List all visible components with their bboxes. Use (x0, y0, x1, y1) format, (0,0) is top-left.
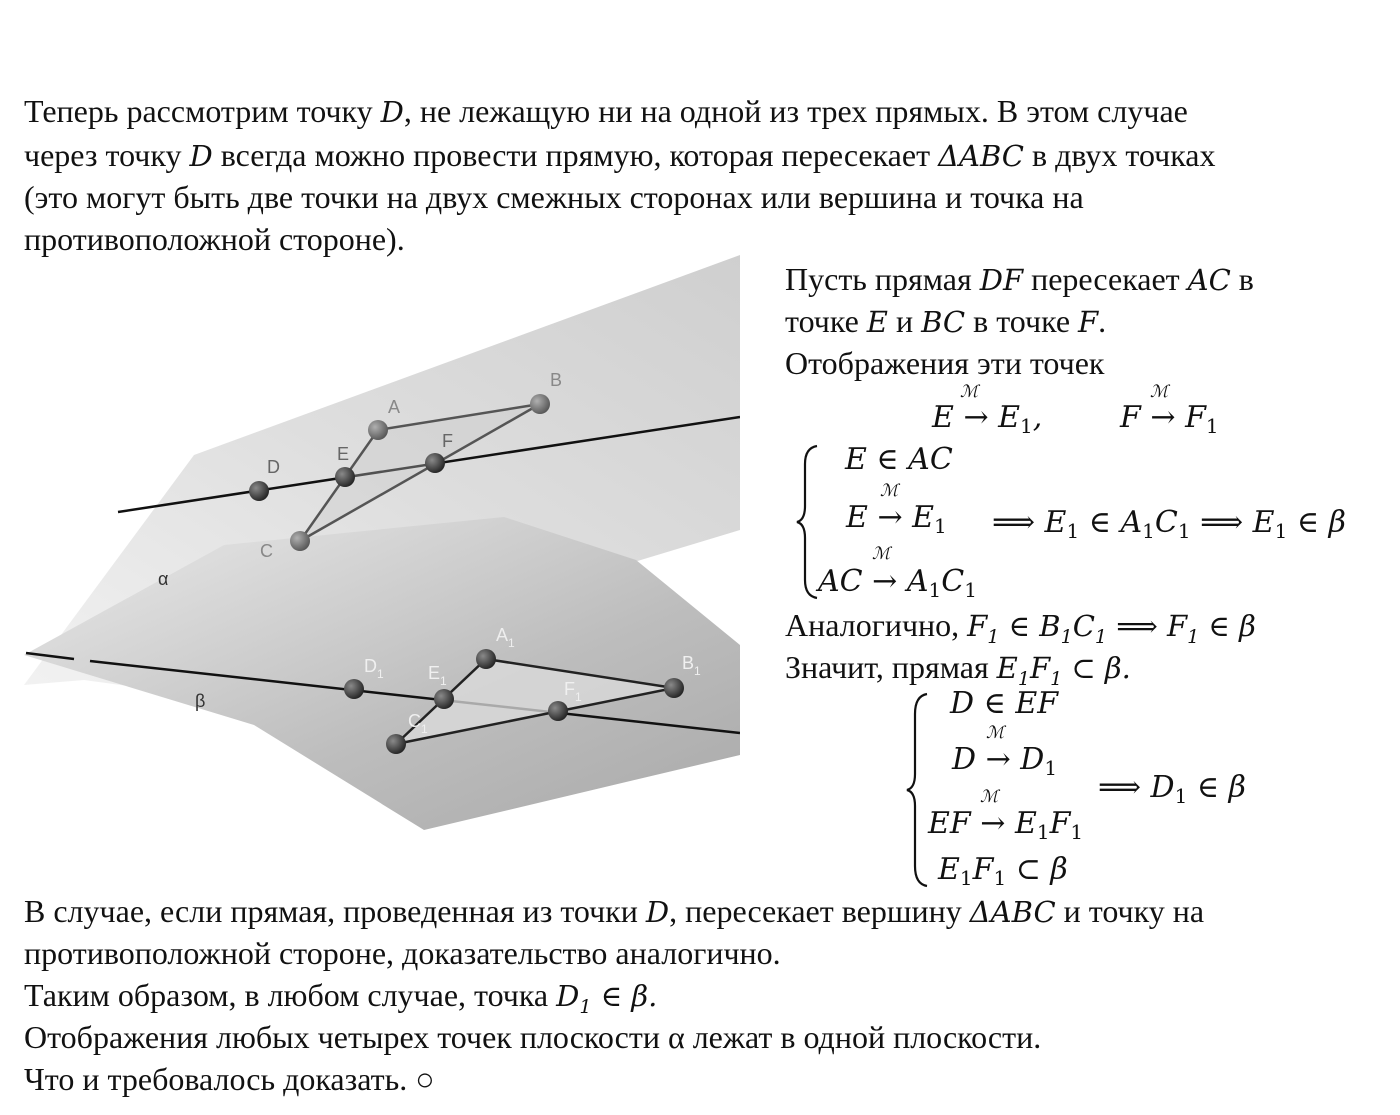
text: , не лежащую ни на одной из трех прямых. В этом случае (403, 93, 1188, 129)
label-beta: β (195, 691, 206, 711)
bottom-line-5: Что и требовалось доказать. ○ (24, 1061, 435, 1097)
text: противоположной стороне). (24, 221, 405, 257)
point-c1 (386, 734, 406, 754)
text: Отображения эти точек (785, 345, 1105, 381)
text: точке (785, 303, 867, 339)
sys2-row-2: $D \to D_1$ (952, 742, 1058, 780)
intro-line-2 (24, 136, 1216, 175)
math: DF (979, 263, 1024, 297)
point-e (335, 467, 355, 487)
point-f (425, 453, 445, 473)
script-m: ℳ (880, 481, 899, 501)
point-b1 (664, 678, 684, 698)
sys1-row-1: E ∈ AC (845, 442, 953, 477)
point-a1 (476, 649, 496, 669)
map-f: $F \to F_1$ (1120, 400, 1219, 438)
text: и (887, 303, 922, 339)
math-d: D (380, 95, 404, 129)
sys1-row-3: AC → $A_1C_1$ (818, 564, 977, 602)
label-a: A (388, 397, 401, 417)
math: AC (1187, 263, 1231, 297)
point-d (249, 481, 269, 501)
point-f1 (548, 701, 568, 721)
label-f1: $F_1$ (564, 679, 582, 704)
znachit-line: Значит, прямая $E_1F_1$ ⊂ β. (785, 649, 1131, 690)
bottom-line-3: Таким образом, в любом случае, точка $D_1$ ∈ β. (24, 977, 658, 1018)
text: Пусть прямая (785, 261, 980, 297)
point-a (368, 420, 388, 440)
label-f: F (442, 431, 453, 451)
math: BC (921, 305, 966, 339)
math: F (1078, 305, 1099, 339)
script-m: ℳ (986, 723, 1005, 743)
sys1-conclusion: ⟹ $E_1$ ∈ $A_1C_1$ ⟹ $E_1$ ∈ β (992, 505, 1346, 543)
label-alpha: α (158, 569, 169, 589)
right-line-2 (785, 302, 1106, 341)
label-a1: $A_1$ (496, 625, 515, 650)
brace-system-1 (795, 444, 819, 600)
script-m: ℳ (960, 382, 979, 402)
bottom-line-1: В случае, если прямая, проведенная из точки D, пересекает вершину ΔABC и точку на (24, 893, 1205, 929)
planes-figure (24, 255, 740, 835)
label-e1: $E_1$ (428, 663, 447, 688)
right-line-3 (785, 344, 1104, 382)
text: пересекает (1023, 261, 1188, 297)
math-d: D (189, 139, 213, 173)
script-m: ℳ (872, 544, 891, 564)
point-b (530, 394, 550, 414)
point-c (290, 531, 310, 551)
label-b: B (550, 370, 563, 390)
text: в (1230, 261, 1254, 297)
text: всегда можно провести прямую, которая пересекает (212, 137, 939, 173)
label-c: C (260, 541, 273, 561)
sys2-row-1: D ∈ EF (950, 686, 1059, 721)
text: . (1098, 303, 1107, 339)
text: (это могут быть две точки на двух смежных сторонах или вершина и точка на (24, 179, 1084, 215)
map-e: $E \to E_1$, (932, 400, 1043, 438)
label-c1: $C_1$ (408, 711, 428, 736)
intro-line-3 (24, 178, 1084, 216)
bottom-line-4: Отображения любых четырех точек плоскости α лежат в одной плоскости. (24, 1019, 1042, 1055)
script-m: ℳ (980, 787, 999, 807)
text: через точку (24, 137, 190, 173)
text: в двух точках (1024, 137, 1216, 173)
point-e1 (434, 689, 454, 709)
intro-line-1 (24, 92, 1188, 131)
bottom-line-2: противоположной стороне, доказательство аналогично. (24, 935, 781, 971)
sys2-row-3: EF → $E_1F_1$ (928, 806, 1084, 844)
label-d: D (267, 457, 280, 477)
brace-system-2 (905, 692, 929, 888)
right-line-1 (785, 260, 1254, 299)
script-m: ℳ (1150, 382, 1169, 402)
label-d1: $D_1$ (364, 656, 384, 681)
analog-line: Аналогично, $F_1$ ∈ $B_1C_1$ ⟹ $F_1$ ∈ β (785, 607, 1256, 648)
math-triangle: ΔABC (938, 139, 1024, 173)
math: E (866, 305, 888, 339)
intro-line-4 (24, 220, 405, 258)
label-e: E (337, 444, 350, 464)
sys2-conclusion: ⟹ $D_1$ ∈ β (1098, 770, 1246, 808)
text: в точке (965, 303, 1079, 339)
sys1-row-2: $E \to E_1$ (846, 500, 947, 538)
text: Теперь рассмотрим точку (24, 93, 381, 129)
label-b1: $B_1$ (682, 653, 701, 678)
point-d1 (344, 679, 364, 699)
sys2-row-4: $E_1F_1$ ⊂ β (938, 852, 1068, 890)
